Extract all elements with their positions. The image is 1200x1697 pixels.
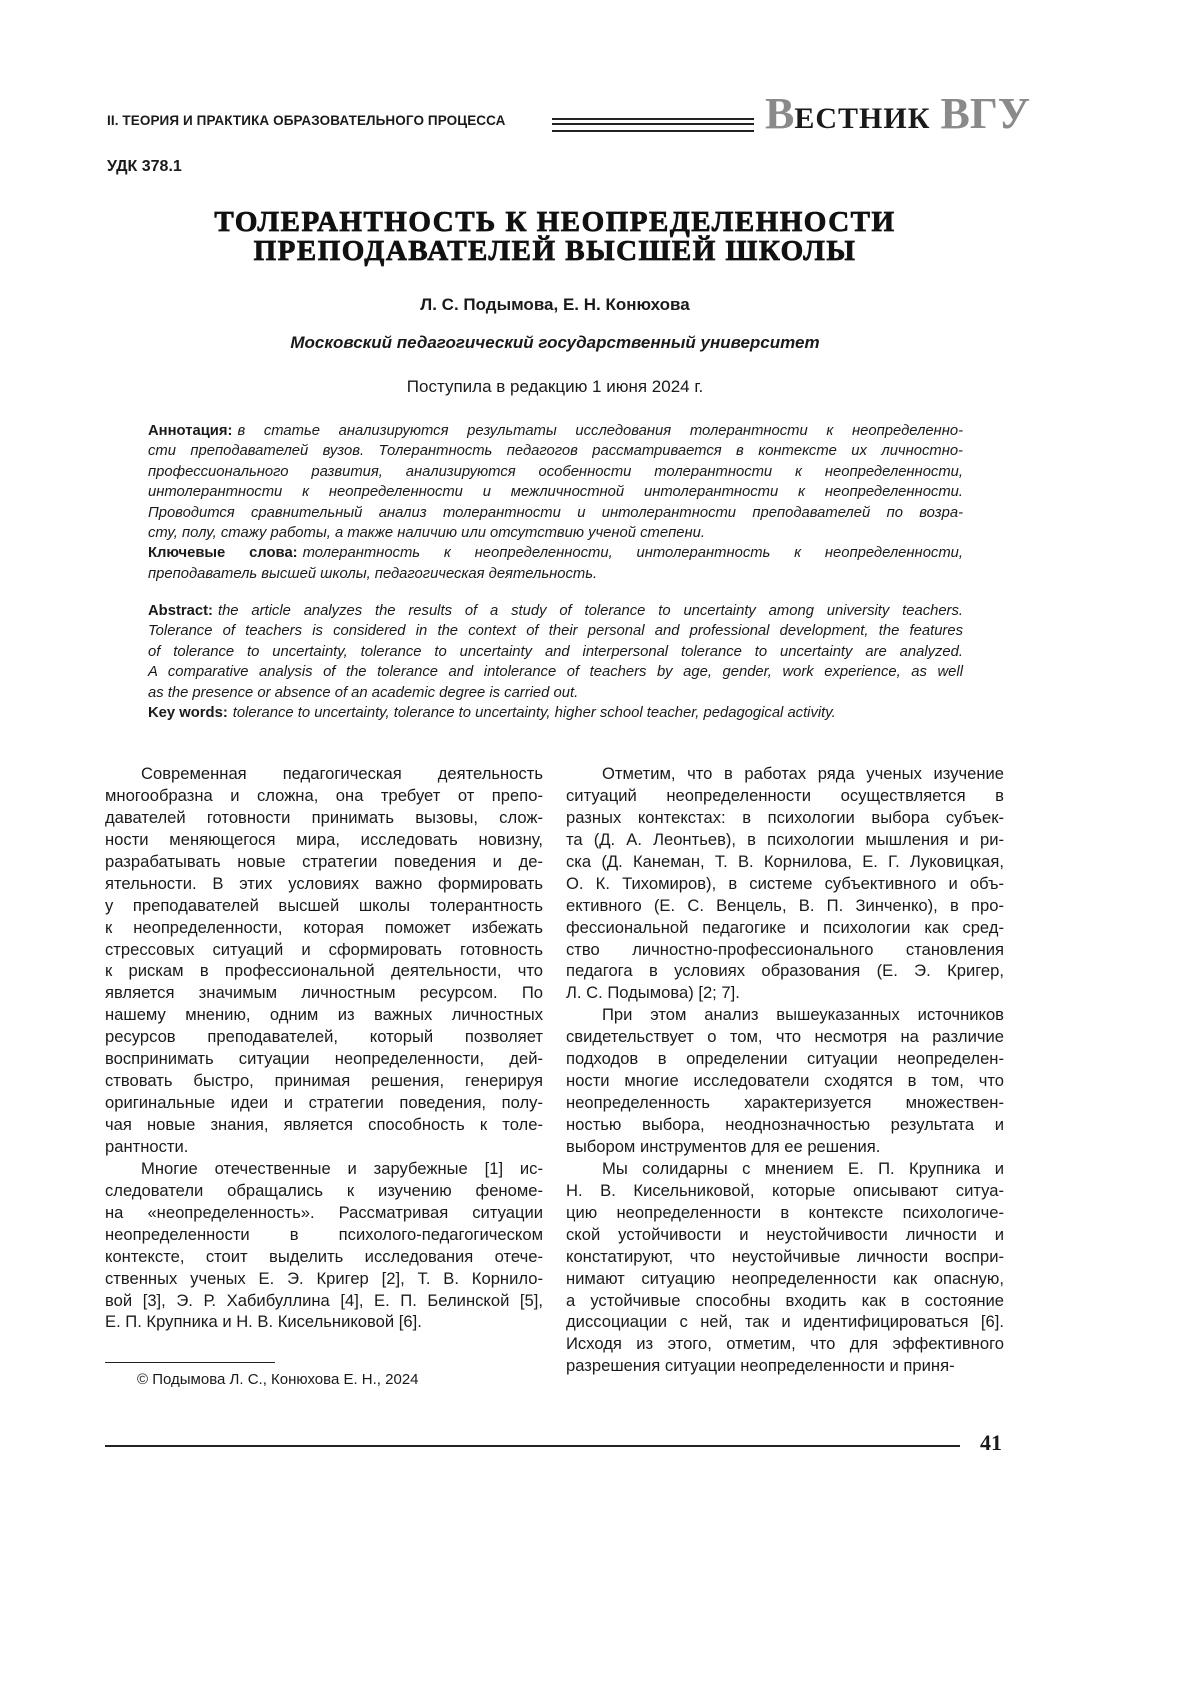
text-line: О. К. Тихомиров), в системе субъективного и объ- [566, 873, 1004, 895]
body-paragraph [566, 1158, 1004, 1377]
copyright-footnote: © Подымова Л. С., Конюхова Е. Н., 2024 [137, 1371, 419, 1388]
abstract-line [148, 601, 963, 621]
body-column-left [105, 763, 543, 1333]
text-line: является значимым личностным ресурсом. По [105, 982, 543, 1004]
abstract-line [148, 421, 963, 441]
abstract-text: профессионального развития, анализируются особенности толерантности к неопределенности, [148, 464, 963, 480]
article-title-line-1: ТОЛЕРАНТНОСТЬ К НЕОПРЕДЕЛЕННОСТИ [0, 206, 1110, 239]
abstract-text: сти преподавателей вузов. Толерантность педагогов рассматривается в контексте их личностно- [148, 443, 963, 459]
page-number: 41 [980, 1430, 1002, 1456]
body-paragraph [105, 1158, 543, 1334]
body-paragraph [105, 763, 543, 1158]
text-line: рантности. [105, 1136, 543, 1158]
abstract-line [148, 503, 963, 523]
running-header-section: II. ТЕОРИЯ И ПРАКТИКА ОБРАЗОВАТЕЛЬНОГО ПРОЦЕССА [107, 113, 506, 128]
text-line: Л. С. Подымова) [2; 7]. [566, 982, 1004, 1004]
text-line: неопределенность характеризуется множествен- [566, 1092, 1004, 1114]
abstract-text: сту, полу, стажу работы, а также наличию или отсутствию ученой степени. [148, 525, 705, 541]
abstract-text: A comparative analysis of the tolerance and intolerance of teachers by age, gender, work experience, as well [148, 664, 963, 680]
abstract-text: of tolerance to uncertainty, tolerance to uncertainty and interpersonal tolerance to uncertainty are analyzed. [148, 644, 963, 660]
text-line: ективного (Е. С. Венцель, В. П. Зинченко), в про- [566, 895, 1004, 917]
text-line: фессиональной педагогике и психологии как сред- [566, 917, 1004, 939]
text-line: оригинальные идеи и стратегии поведения, полу- [105, 1092, 543, 1114]
text-line: на «неопределенность». Рассматривая ситуации [105, 1202, 543, 1224]
authors: Л. С. Подымова, Е. Н. Конюхова [0, 295, 1110, 315]
keywords-line [148, 564, 963, 584]
abstract-line [148, 683, 963, 703]
footer-rule [105, 1445, 960, 1447]
abstract-line [148, 642, 963, 662]
text-line: та (Д. А. Леонтьев), в психологии мышления и ри- [566, 829, 1004, 851]
text-line: ности многие исследователи сходятся в том, что [566, 1070, 1004, 1092]
text-line: Современная педагогическая деятельность [105, 763, 543, 785]
text-line: следователи обращались к изучению феноме- [105, 1180, 543, 1202]
text-line: ска (Д. Канеман, Т. В. Корнилова, Е. Г. Луковицкая, [566, 851, 1004, 873]
text-line: нашему мнению, одним из важных личностных [105, 1004, 543, 1026]
text-line: При этом анализ вышеуказанных источников [566, 1004, 1004, 1026]
body-column-right [566, 763, 1004, 1377]
text-line: Многие отечественные и зарубежные [1] ис- [105, 1158, 543, 1180]
text-line: Мы солидарны с мнением Е. П. Крупника и [566, 1158, 1004, 1180]
text-line: контексте, стоит выделить исследования отече- [105, 1246, 543, 1268]
keywords-label: Key words: [148, 705, 228, 721]
received-date: Поступила в редакцию 1 июня 2024 г. [0, 377, 1110, 397]
text-line: ресурсов преподавателей, который позволяет [105, 1026, 543, 1048]
text-line: к неопределенности, которая поможет избежать [105, 917, 543, 939]
abstract-label: Аннотация: [148, 423, 232, 439]
text-line: чая новые знания, является способность к толе- [105, 1114, 543, 1136]
text-line: к рискам в профессиональной деятельности, что [105, 960, 543, 982]
keywords-text: преподаватель высшей школы, педагогическая деятельность. [148, 566, 597, 582]
text-line: вой [3], Э. Р. Хабибуллина [4], Е. П. Белинской [5], [105, 1290, 543, 1312]
text-line: цию неопределенности в контексте психологиче- [566, 1202, 1004, 1224]
text-line: ство личностно-профессионального становления [566, 939, 1004, 961]
abstract-line [148, 621, 963, 641]
abstract-text: в статье анализируются результаты исследования толерантности к неопределенно- [237, 423, 963, 439]
text-line: а устойчивые способны входить как в состояние [566, 1290, 1004, 1312]
text-line: многообразна и сложна, она требует от препо- [105, 785, 543, 807]
text-line: Н. В. Кисельниковой, которые описывают ситуа- [566, 1180, 1004, 1202]
body-paragraph [566, 1004, 1004, 1158]
text-line: выбором инструментов для ее решения. [566, 1136, 1004, 1158]
article-title-line-2: ПРЕПОДАВАТЕЛЕЙ ВЫСШЕЙ ШКОЛЫ [0, 235, 1110, 268]
keywords-label: Ключевые слова: [148, 545, 298, 561]
abstract-text: as the presence or absence of an academic degree is carried out. [148, 685, 578, 701]
text-line: разных контекстах: в психологии выбора субъек- [566, 807, 1004, 829]
abstract-label: Abstract: [148, 603, 213, 619]
abstract-line [148, 462, 963, 482]
abstract-text: the article analyzes the results of a study of tolerance to uncertainty among university teachers. [218, 603, 963, 619]
affiliation: Московский педагогический государственный университет [0, 333, 1110, 353]
text-line: воспринимать ситуации неопределенности, дей- [105, 1048, 543, 1070]
text-line: разрешения ситуации неопределенности и приня- [566, 1355, 1004, 1377]
keywords-text: tolerance to uncertainty, tolerance to uncertainty, higher school teacher, pedagogical activity. [233, 705, 836, 721]
text-line: подходов в определении ситуации неопределен- [566, 1048, 1004, 1070]
text-line: ской устойчивости и неустойчивости личности и [566, 1224, 1004, 1246]
text-line: ственных ученых Е. Э. Кригер [2], Т. В. Корнило- [105, 1268, 543, 1290]
text-line: констатируют, что неустойчивые личности воспри- [566, 1246, 1004, 1268]
keywords-line [148, 543, 963, 563]
text-line: ятельности. В этих условиях важно формировать [105, 873, 543, 895]
text-line: у преподавателей высшей школы толерантность [105, 895, 543, 917]
text-line: неопределенности в психолого-педагогическом [105, 1224, 543, 1246]
footnote-rule [105, 1362, 275, 1363]
udk-code: УДК 378.1 [107, 158, 182, 176]
abstract-line [148, 662, 963, 682]
text-line: Отметим, что в работах ряда ученых изучение [566, 763, 1004, 785]
text-line: педагога в условиях образования (Е. Э. Кригер, [566, 960, 1004, 982]
text-line: свидетельствует о том, что несмотря на различие [566, 1026, 1004, 1048]
abstract-text: Tolerance of teachers is considered in the context of their personal and professional development, the features [148, 623, 963, 639]
abstract-text: Проводится сравнительный анализ толерантности и интолерантности преподавателей по возра- [148, 505, 963, 521]
abstract-line [148, 523, 963, 543]
journal-logo: ВЕСТНИК ВГУ [765, 92, 1030, 136]
text-line: ностью выбора, неоднозначностью результата и [566, 1114, 1004, 1136]
text-line: ствовать быстро, принимая решения, генерируя [105, 1070, 543, 1092]
keywords-line [148, 703, 963, 723]
text-line: ситуаций неопределенности осуществляется в [566, 785, 1004, 807]
body-paragraph [566, 763, 1004, 1004]
text-line: давателей готовности принимать вызовы, слож- [105, 807, 543, 829]
text-line: нимают ситуацию неопределенности как опасную, [566, 1268, 1004, 1290]
text-line: стрессовых ситуаций и сформировать готовность [105, 939, 543, 961]
text-line: диссоциации с ней, так и идентифицироваться [6]. [566, 1311, 1004, 1333]
abstract-en [148, 601, 963, 723]
keywords-text: толерантность к неопределенности, интолерантность к неопределенности, [303, 545, 963, 561]
header-rule [552, 118, 754, 132]
text-line: Исходя из этого, отметим, что для эффективного [566, 1333, 1004, 1355]
text-line: Е. П. Крупника и Н. В. Кисельниковой [6]. [105, 1311, 543, 1333]
annotation-ru [148, 421, 963, 584]
abstract-line [148, 441, 963, 461]
abstract-text: интолерантности к неопределенности и межличностной интолерантности к неопределенности. [148, 484, 963, 500]
abstract-line [148, 482, 963, 502]
text-line: ности меняющегося мира, исследовать новизну, [105, 829, 543, 851]
text-line: разрабатывать новые стратегии поведения и де- [105, 851, 543, 873]
